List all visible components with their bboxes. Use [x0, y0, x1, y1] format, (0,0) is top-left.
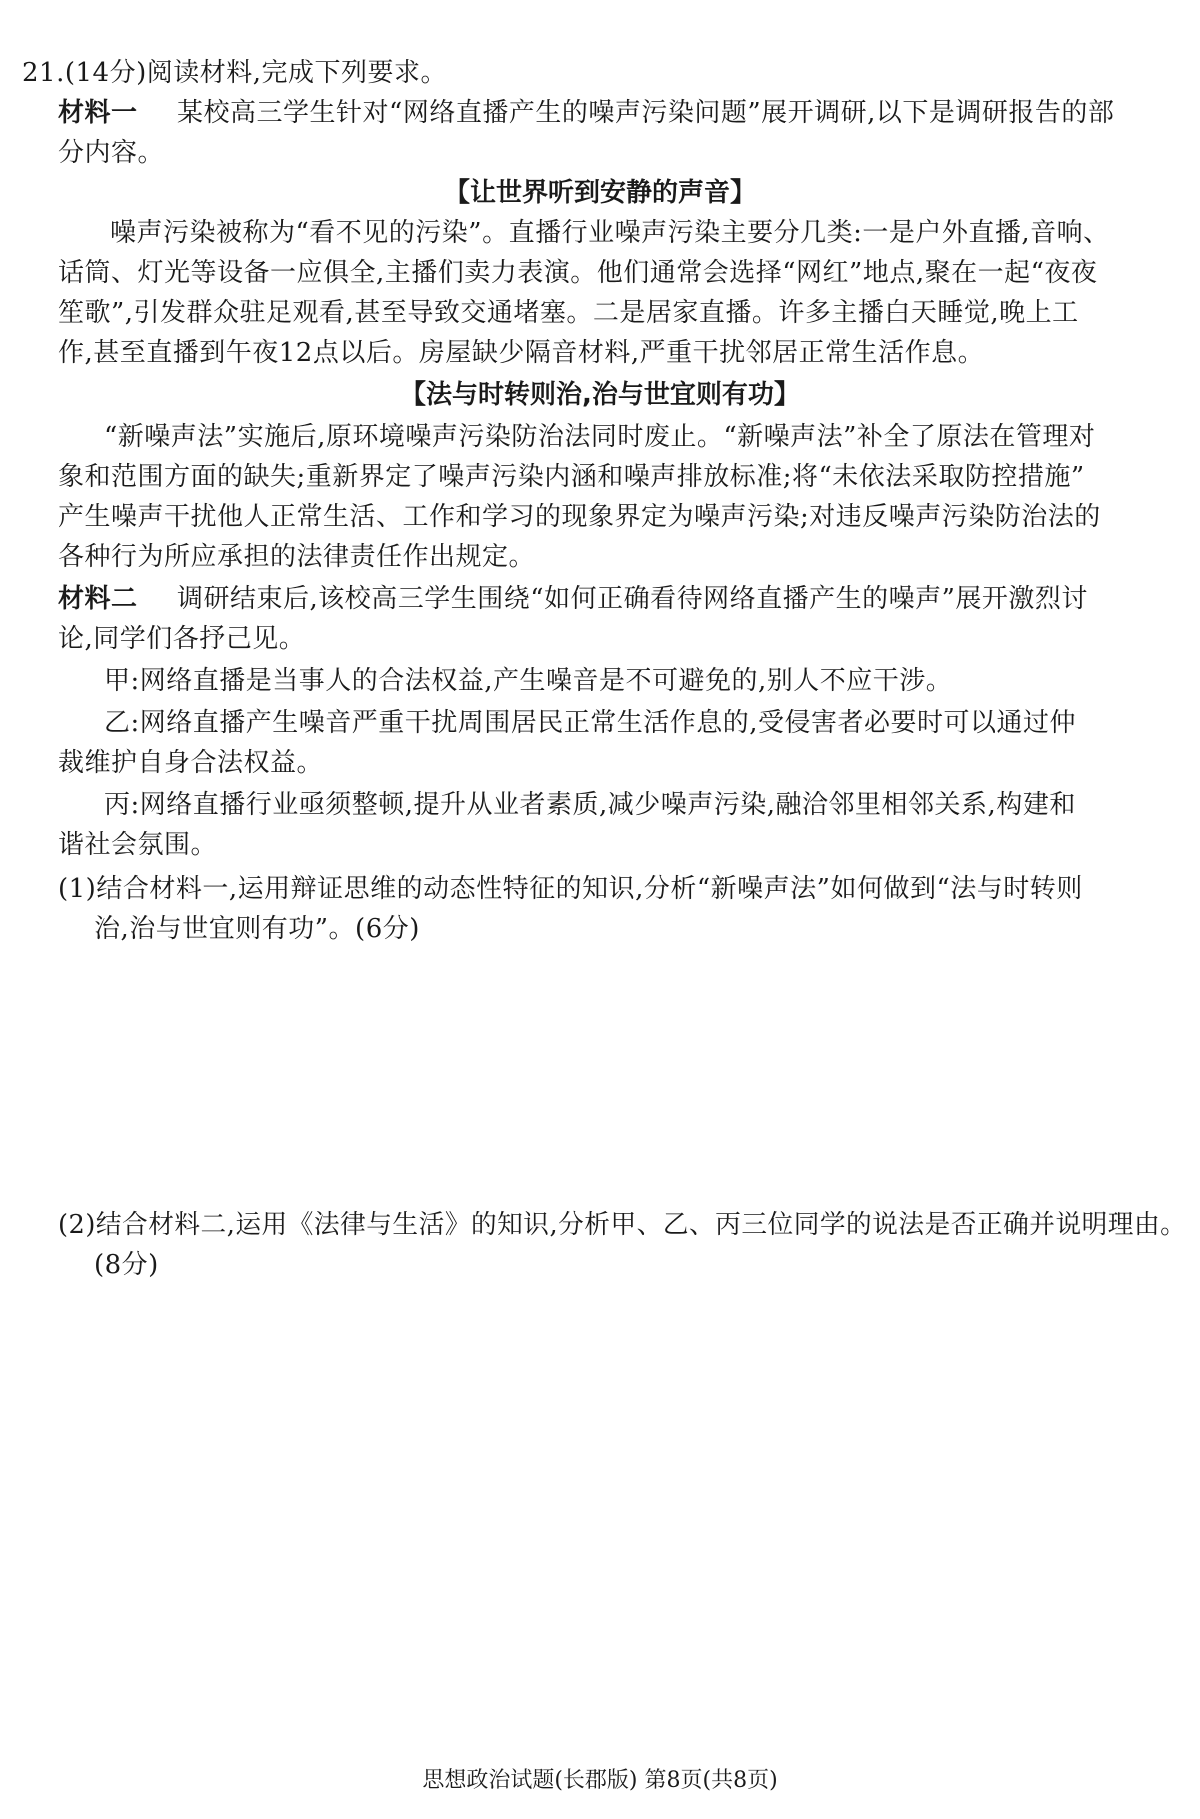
material2-line1: 材料二 调研结束后,该校高三学生围绕“如何正确看待网络直播产生的噪声”展开激烈讨: [58, 584, 1088, 614]
subquestion1-line1: (1)结合材料一,运用辩证思维的动态性特征的知识,分析“新噪声法”如何做到“法与时转则: [58, 874, 1083, 904]
paragraph1-line2: 话筒、灯光等设备一应俱全,主播们卖力表演。他们通常会选择“网红”地点,聚在一起“夜夜: [58, 258, 1098, 288]
material1-line2: 分内容。: [58, 138, 165, 168]
question-header: 21.(14分)阅读材料,完成下列要求。: [22, 58, 447, 88]
subquestion1-line2: 治,治与世宜则有功”。(6分): [94, 914, 420, 944]
subquestion2-line1: (2)结合材料二,运用《法律与生活》的知识,分析甲、乙、丙三位同学的说法是否正确并说明理由。: [58, 1210, 1187, 1240]
section-title-law: 【法与时转则治,治与世宜则有功】: [400, 380, 800, 410]
subquestion2-line2: (8分): [94, 1250, 159, 1280]
section-title-quiet: 【让世界听到安静的声音】: [443, 178, 756, 208]
material2-label: 材料二: [58, 584, 138, 614]
statement-yi-line1: 乙:网络直播产生噪音严重干扰周围居民正常生活作息的,受侵害者必要时可以通过仲: [104, 708, 1077, 738]
paragraph1-line4: 作,甚至直播到午夜12点以后。房屋缺少隔音材料,严重干扰邻居正常生活作息。: [58, 338, 985, 368]
material2-line2: 论,同学们各抒己见。: [58, 624, 306, 654]
statement-jia: 甲:网络直播是当事人的合法权益,产生噪音是不可避免的,别人不应干涉。: [104, 666, 953, 696]
paragraph1-line1: 噪声污染被称为“看不见的污染”。直播行业噪声污染主要分几类:一是户外直播,音响、: [110, 218, 1110, 248]
paragraph1-line3: 笙歌”,引发群众驻足观看,甚至导致交通堵塞。二是居家直播。许多主播白天睡觉,晚上工: [58, 298, 1079, 328]
paragraph2-line3: 产生噪声干扰他人正常生活、工作和学习的现象界定为噪声污染;对违反噪声污染防治法的: [58, 502, 1101, 532]
paragraph2-line2: 象和范围方面的缺失;重新界定了噪声污染内涵和噪声排放标准;将“未依法采取防控措施”: [58, 462, 1085, 492]
page-footer: 思想政治试题(长郡版) 第8页(共8页): [422, 1768, 778, 1793]
statement-yi-line2: 裁维护自身合法权益。: [58, 748, 324, 778]
paragraph2-line4: 各种行为所应承担的法律责任作出规定。: [58, 542, 536, 572]
material1-line1: 材料一 某校高三学生针对“网络直播产生的噪声污染问题”展开调研,以下是调研报告的部: [58, 98, 1115, 128]
paragraph2-line1: “新噪声法”实施后,原环境噪声污染防治法同时废止。“新噪声法”补全了原法在管理对: [104, 422, 1096, 452]
statement-bing-line1: 丙:网络直播行业亟须整顿,提升从业者素质,减少噪声污染,融洽邻里相邻关系,构建和: [104, 790, 1076, 820]
material1-label: 材料一: [58, 98, 138, 128]
statement-bing-line2: 谐社会氛围。: [58, 830, 218, 860]
